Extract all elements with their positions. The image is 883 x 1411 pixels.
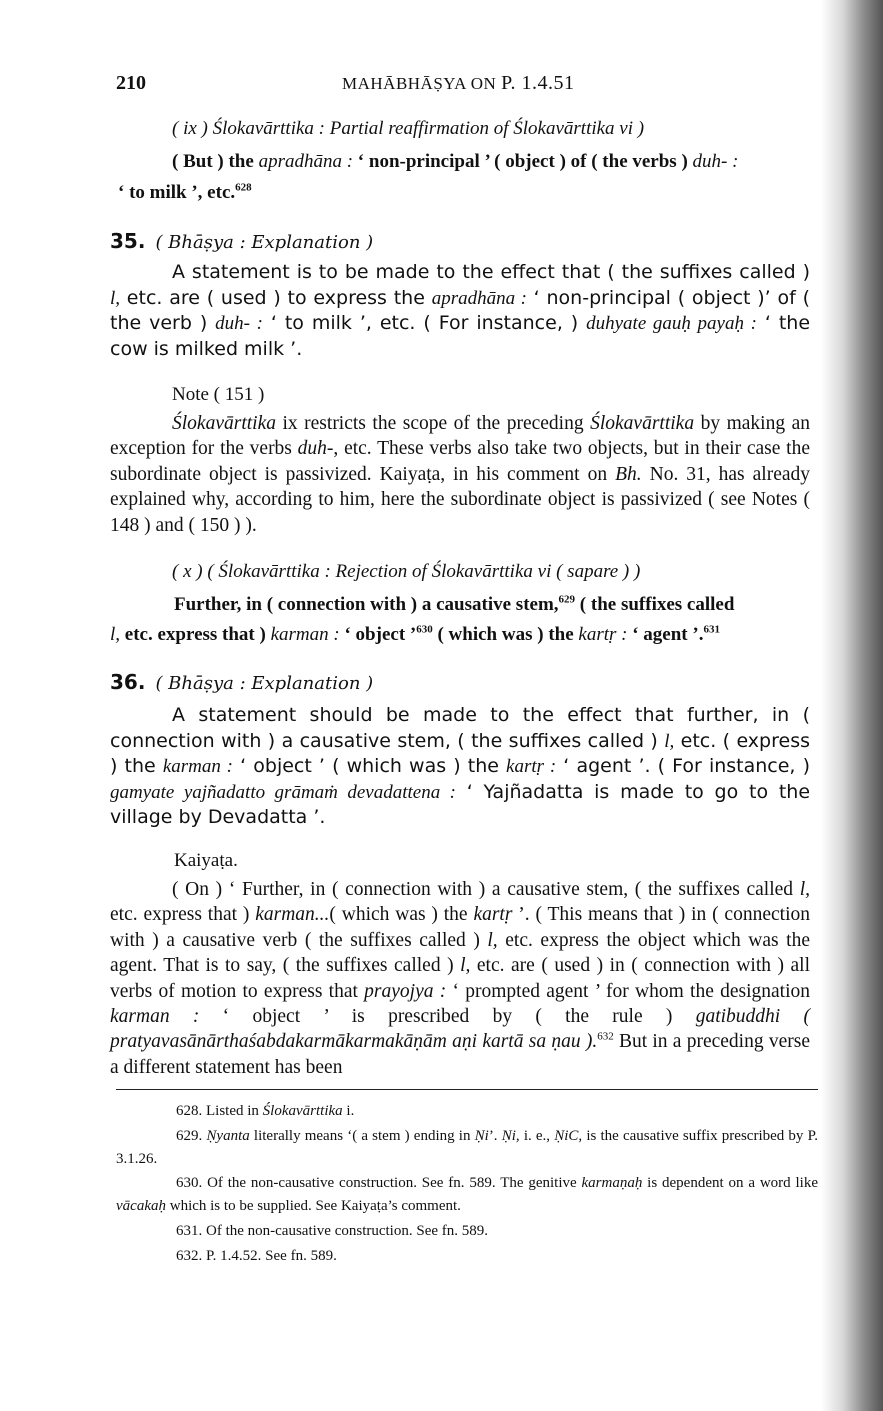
varttika-x-line2: l, etc. express that ) karman : ‘ object ’$^{630}$ ( which was ) the kartṛ : ‘ agent ’.$^{631}$ bbox=[110, 623, 720, 645]
varttika-ix-line2: ‘ to milk ’, etc.$^{628}$ bbox=[118, 181, 252, 203]
note-151-title: Note ( 151 ) bbox=[172, 384, 265, 405]
footnote-631: 631. Of the non-causative construction. See fn. 589. bbox=[176, 1223, 489, 1239]
section-35-text: A statement is to be made to the effect that ( the suffixes called ) l, etc. are ( used ) to express the apradhāna : ‘ non-principal ( object )’ of ( the verb ) duh- : ‘ to milk ’, etc. ( For instance, ) duhyate gauḥ payaḥ : ‘ the cow is milked milk ’. bbox=[110, 261, 811, 360]
section-35-heading: 35. ( Bhāṣya : Explanation ) bbox=[110, 229, 374, 253]
footnote-628: 628. Listed in Ślokavārttika i. bbox=[176, 1103, 355, 1119]
note-151-text: Ślokavārttika ix restricts the scope of the preceding Ślokavārttika by making an exception for the verbs duh-, etc. These verbs also take two objects, but in their case the subordinate object is passivized. Kaiyaṭa, in his comment on Bh. No. 31, has already explained why, according to him, here the subordinate object is passivized ( see Notes ( 148 ) and ( 150 ) ). bbox=[110, 413, 811, 536]
varttika-ix-line1: ( But ) the apradhāna : ‘ non-principal ’ ( object ) of ( the verbs ) duh- : bbox=[172, 151, 739, 172]
footnote-629: 629. Ṇyanta literally means ‘( a stem ) ending in Ṇi’. Ṇi, i. e., ṆiC, is the causative suffix prescribed by P. 3.1.26. bbox=[116, 1128, 819, 1167]
footnote-632: 632. P. 1.4.52. See fn. 589. bbox=[176, 1248, 337, 1264]
section-36-text: A statement should be made to the effect that further, in ( connection with ) a causative stem, ( the suffixes called ) l, etc. ( express ) the karman : ‘ object ’ ( which was ) the kartṛ : ‘ agent ’. ( For instance, ) gamyate yajñadatto grāmaṁ devadattena : ‘ Yajñadatta is made to go to the village by Devadatta ’. bbox=[110, 704, 811, 829]
heading-slokavarttika-x: ( x ) ( Ślokavārttika : Rejection of Ślokavārttika vi ( sapare ) ) bbox=[172, 561, 641, 582]
varttika-x-line1: Further, in ( connection with ) a causative stem,$^{629}$ ( the suffixes called bbox=[174, 593, 735, 615]
kaiyata-title: Kaiyaṭa. bbox=[174, 850, 238, 871]
page-number: 210 bbox=[116, 72, 146, 94]
footnote-630: 630. Of the non-causative construction. See fn. 589. The genitive karmaṇaḥ is dependent on a word like vācakaḥ which is to be supplied. See Kaiyaṭa’s comment. bbox=[116, 1175, 819, 1214]
heading-slokavarttika-ix: ( ix ) Ślokavārttika : Partial reaffirmation of Ślokavārttika vi ) bbox=[172, 118, 645, 139]
footnote-rule bbox=[116, 1089, 818, 1090]
running-title: MAHĀBHĀṢYA ON P. 1.4.51 bbox=[342, 72, 575, 94]
kaiyata-text: ( On ) ‘ Further, in ( connection with ) a causative stem, ( the suffixes called l, etc. express that ) karman...( which was ) the kartṛ ’. ( This means that ) in ( connection with ) a causative verb ( the suffixes called ) l, etc. express the object which was the agent. That is to say, ( the suffixes called ) l, etc. are ( used ) in ( connection with ) all verbs of motion to express that prayojya : ‘ prompted agent ’ for whom the designation karman : ‘ object ’ is prescribed by ( the rule ) gatibuddhi ( pratyavasānārthaśabdakarmākarmakāṇām aṇi kartā sa ṇau ).$^{632}$ But in a preceding verse a different statement has been bbox=[110, 879, 811, 1078]
page-edge-shadow bbox=[821, 0, 883, 1411]
section-36-heading: 36. ( Bhāṣya : Explanation ) bbox=[110, 670, 374, 694]
